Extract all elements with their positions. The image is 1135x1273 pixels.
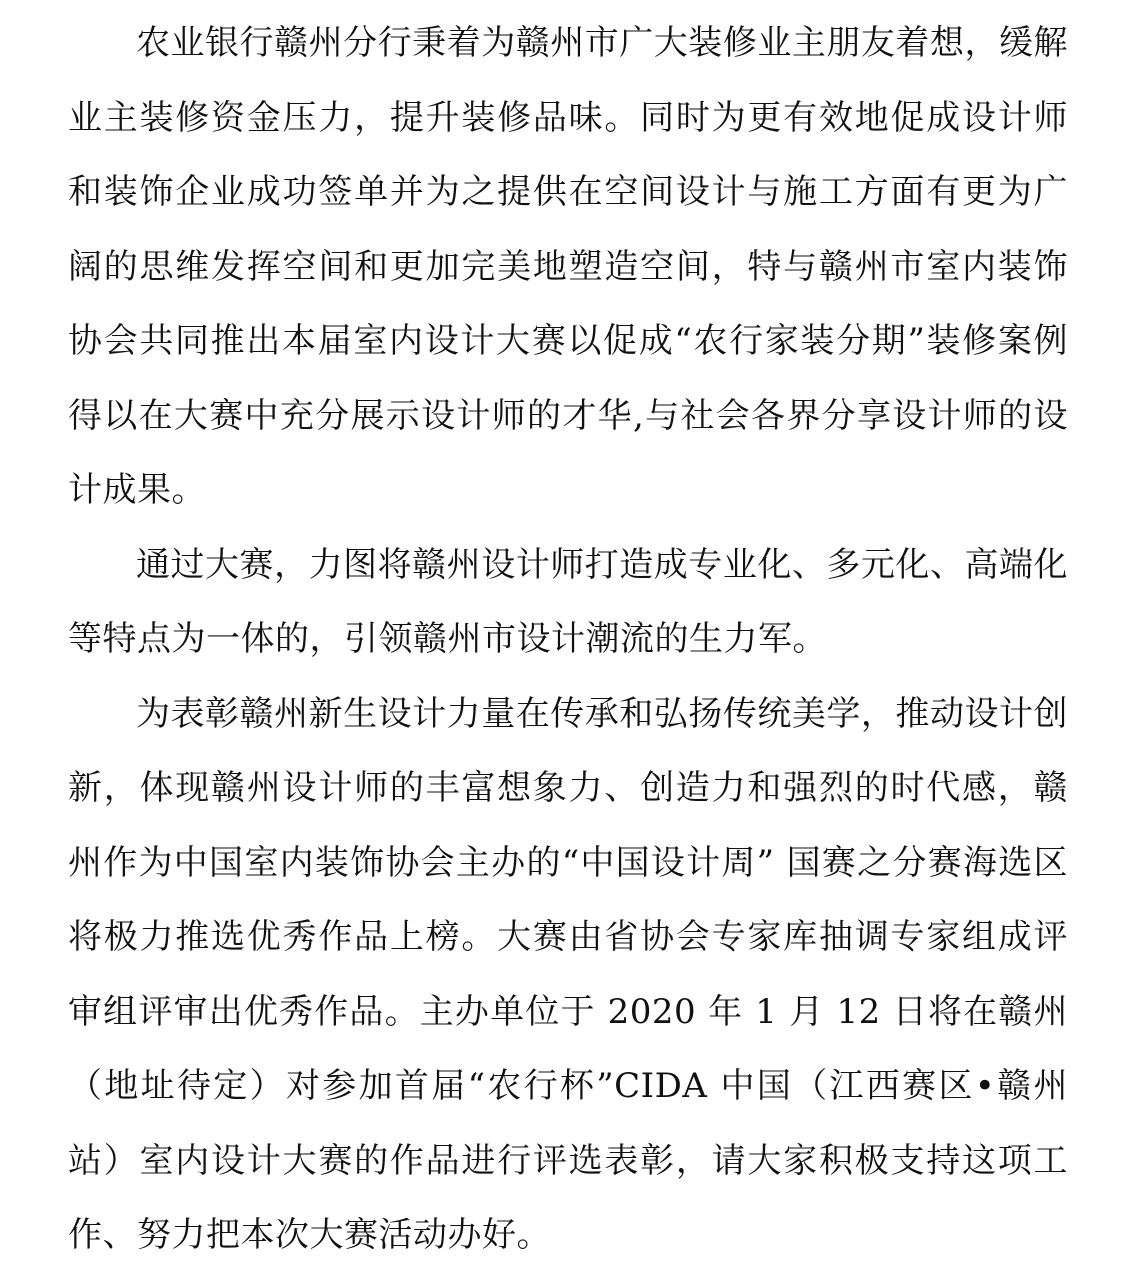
document-body	[68, 6, 1068, 1273]
paragraph-2: 通过大赛，力图将赣州设计师打造成专业化、多元化、高端化等特点为一体的，引领赣州市设计潮流的生力军。	[68, 544, 1068, 659]
paragraph-1: 农业银行赣州分行秉着为赣州市广大装修业主朋友着想，缓解业主装修资金压力，提升装修品味。同时为更有效地促成设计师和装饰企业成功签单并为之提供在空间设计与施工方面有更为广阔的思维发挥空间和更加完美地塑造空间，特与赣州市室内装饰协会共同推出本届室内设计大赛以促成“农行家装分期”装修案例得以在大赛中充分展示设计师的才华,与社会各界分享设计师的设计成果。	[68, 23, 1068, 510]
paragraph-3: 为表彰赣州新生设计力量在传承和弘扬传统美学，推动设计创新，体现赣州设计师的丰富想象力、创造力和强烈的时代感，赣州作为中国室内装饰协会主办的“中国设计周” 国赛之分赛海选区将极力推选优秀作品上榜。大赛由省协会专家库抽调专家组成评审组评审出优秀作品。主办单位于 2020 年 1 月 12 日将在赣州（地址待定）对参加首届“农行杯”CIDA 中国（江西赛区•赣州站）室内设计大赛的作品进行评选表彰，请大家积极支持这项工作、努力把本次大赛活动办好。	[68, 693, 1068, 1255]
